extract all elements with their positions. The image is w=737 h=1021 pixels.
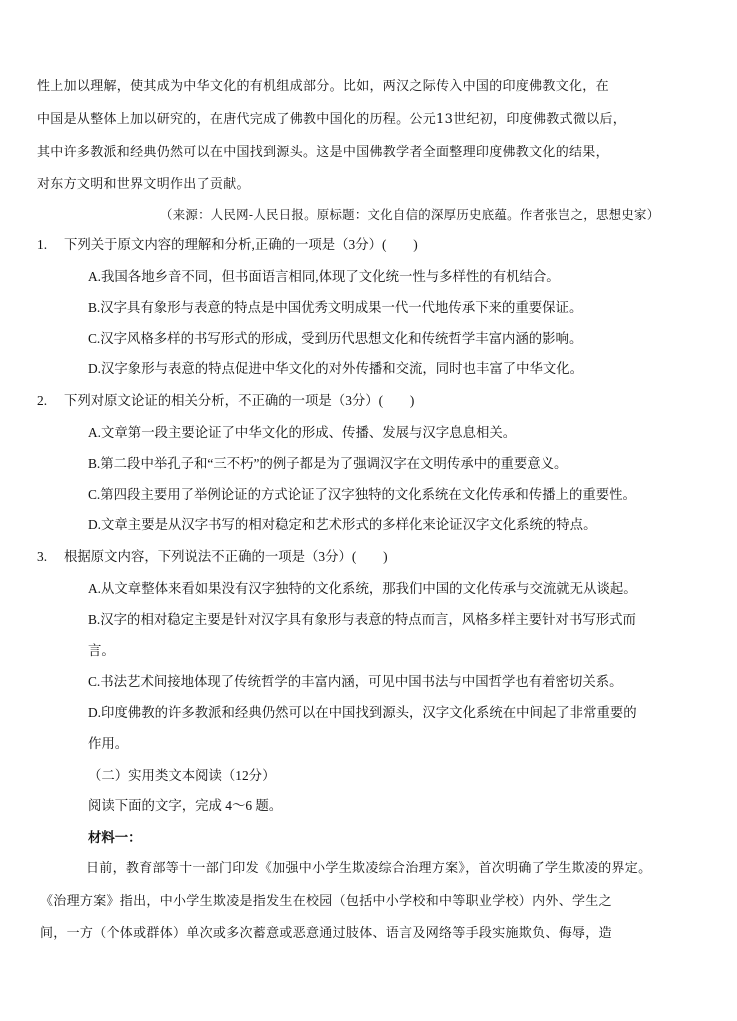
question-3-option-d-cont: 作用。 [88,736,129,751]
question-2-stem: 下列对原文论证的相关分析，不正确的一项是（3分）( ) [64,393,415,408]
passage-line-2: 中国是从整体上加以研究的，在唐代完成了佛教中国化的历程。公元13世纪初，印度佛教式微以后， [37,112,627,127]
question-1-stem: 下列关于原文内容的理解和分析,正确的一项是（3分）( ) [64,237,418,252]
question-1-option-d: D.汉字象形与表意的特点促进中华文化的对外传播和交流，同时也丰富了中华文化。 [88,361,584,376]
material-1-line-2: 《治理方案》指出，中小学生欺凌是指发生在校园（包括中小学校和中等职业学校）内外、学生之 [40,894,612,909]
question-3-option-b: B.汉字的相对稳定主要是针对汉字具有象形与表意的特点而言，风格多样主要针对书写形式而 [88,612,636,627]
question-3-number: 3. [37,549,48,564]
question-2-option-b: B.第二段中举孔子和“三不朽”的例子都是为了强调汉字在文明传承中的重要意义。 [88,456,568,471]
question-3-option-d: D.印度佛教的许多教派和经典仍然可以在中国找到源头，汉字文化系统在中间起了非常重要的 [88,705,637,720]
material-1-line-1: 日前，教育部等十一部门印发《加强中小学生欺凌综合治理方案》，首次明确了学生欺凌的界定。 [86,861,652,876]
passage-line-3: 其中许多教派和经典仍然可以在中国找到源头。这是中国佛教学者全面整理印度佛教文化的结果， [37,145,609,160]
passage-line-4: 对东方文明和世界文明作出了贡献。 [37,177,250,192]
section-2-instruction: 阅读下面的文字，完成 4～6 题。 [88,798,283,813]
question-2-option-d: D.文章主要是从汉字书写的相对稳定和艺术形式的多样化来论证汉字文化系统的特点。 [88,517,597,532]
question-2-option-c: C.第四段主要用了举例论证的方式论证了汉字独特的文化系统在文化传承和传播上的重要性。 [88,487,636,502]
material-1-line-3: 间，一方（个体或群体）单次或多次蓄意或恶意通过肢体、语言及网络等手段实施欺负、侮辱，造 [40,926,612,941]
section-2-title: （二）实用类文本阅读（12分） [88,768,276,783]
question-1-option-a: A.我国各地乡音不同，但书面语言相同,体现了文化统一性与多样性的有机结合。 [88,269,560,284]
question-2-number: 2. [37,393,48,408]
question-3-option-b-cont: 言。 [88,643,115,658]
question-3-stem: 根据原文内容，下列说法不正确的一项是（3分）( ) [64,549,388,564]
question-2-option-a: A.文章第一段主要论证了中华文化的形成、传播、发展与汉字息息相关。 [88,425,517,440]
question-3-option-a: A.从文章整体来看如果没有汉字独特的文化系统，那我们中国的文化传承与交流就无从谈起。 [88,581,637,596]
question-1-option-c: C.汉字风格多样的书写形式的形成，受到历代思想文化和传统哲学丰富内涵的影响。 [88,331,583,346]
question-1-number: 1. [37,237,48,252]
question-3-option-c: C.书法艺术间接地体现了传统哲学的丰富内涵，可见中国书法与中国哲学也有着密切关系。 [88,674,623,689]
material-1-label: 材料一： [88,830,142,845]
passage-source: （来源：人民网-人民日报。原标题：文化自信的深厚历史底蕴。作者张岂之，思想史家） [160,207,660,222]
question-1-option-b: B.汉字具有象形与表意的特点是中国优秀文明成果一代一代地传承下来的重要保证。 [88,300,583,315]
passage-line-1: 性上加以理解，使其成为中华文化的有机组成部分。比如，两汉之际传入中国的印度佛教文化，在 [37,79,609,94]
